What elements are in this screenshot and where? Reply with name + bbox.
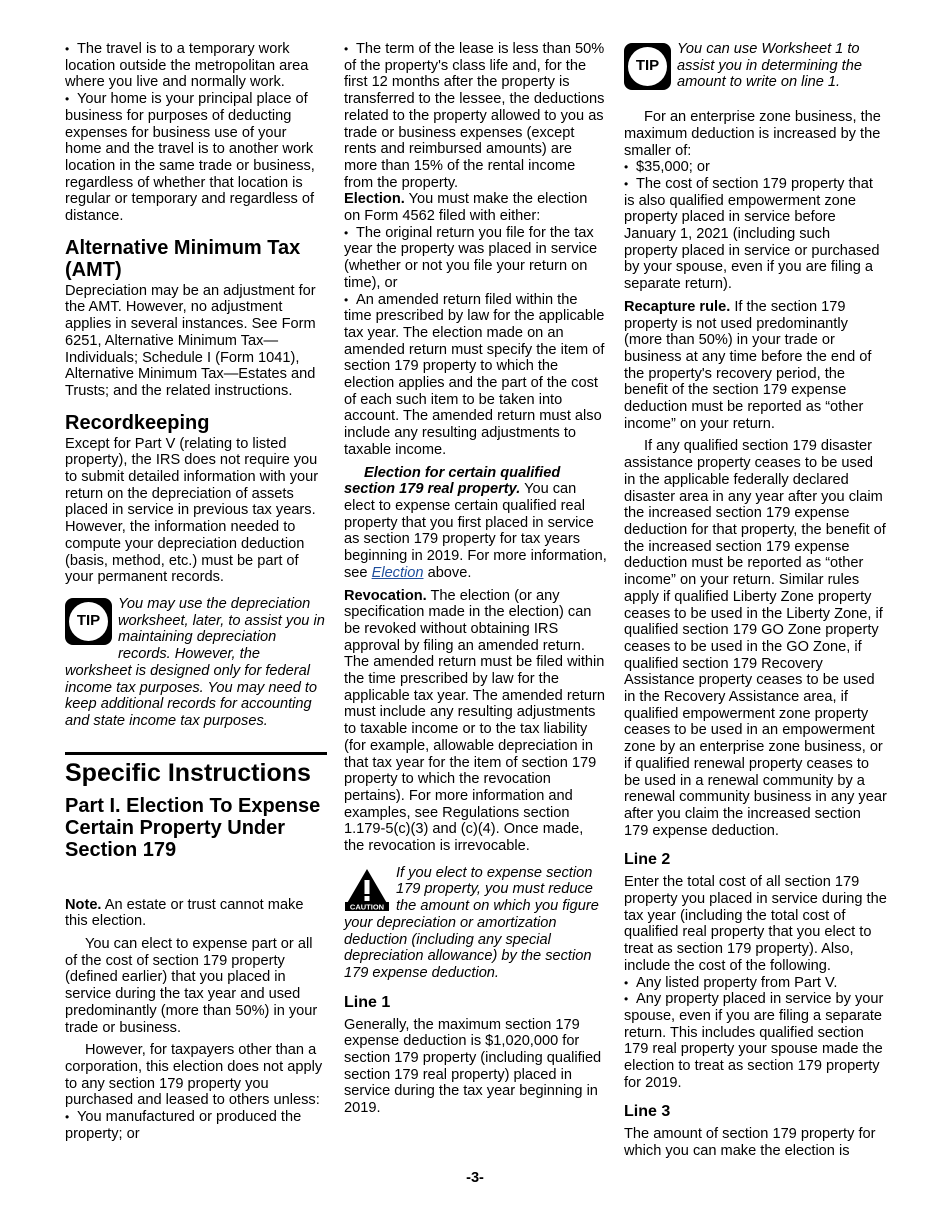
bullet-list xyxy=(624,975,887,1092)
note-paragraph: Note. An estate or trust cannot make this election. xyxy=(65,896,304,930)
line3-heading: Line 3 xyxy=(624,1103,671,1121)
tip-text: You can use Worksheet 1 to assist you in determining the amount to write on line 1. xyxy=(677,41,862,91)
disaster-paragraph: If any qualified section 179 disaster assistance property ceases to be used in the applicable federally declared disaster area in any year after you claim the increased section 179 expense deduction for that property, the benefit of the increased section 179 expense deduction must be reported as “other income” on your return. Similar rules apply if qualified Liberty Zone property ceases to be used in the Liberty Zone, if qualified section 179 GO Zone property ceases to be used in the GO Zone, if qualified section 179 Recovery Assistance property ceases to be used in the Recovery Assistance area, if qualified empowerment zone property ceases to be used in an empowerment zone by an enterprise zone business, or if qualified renewal property ceases to be used in a renewal community by a renewal community business in any year after you claim the increased section 179 expense deduction. xyxy=(624,438,887,839)
list-item: • The original return you file for the tax year the property was placed in service (whether or not you file your return on time), or xyxy=(344,224,598,291)
election-link[interactable]: Election xyxy=(371,564,424,581)
election-paragraph: Election. You must make the election on Form 4562 filed with either: xyxy=(344,191,588,225)
paragraph: You can elect to expense part or all of the cost of section 179 property (defined earlier) that you placed in service during the tax year and used predominantly (more than 50%) in your trade or business. xyxy=(65,936,318,1036)
bullet-list xyxy=(65,41,327,225)
recapture-paragraph: Recapture rule. If the section 179 property is not used predominantly (more than 50%) in your trade or business at any time before the end of the property's recovery period, the benefit of the section 179 expense deduction must be reported as “other income” on your return. xyxy=(624,298,872,432)
amt-paragraph: Depreciation may be an adjustment for the AMT. However, no adjustment applies in several instances. See Form 6251, Alternative Minimum Tax—Individuals; Schedule I (Form 1041), Alternative Minimum Tax—Estates and Trusts; and the related instructions. xyxy=(65,282,316,399)
bullet-list xyxy=(344,225,607,459)
column-3 xyxy=(624,41,887,1166)
line1-paragraph: Generally, the maximum section 179 expense deduction is $1,020,000 for section 179 property (including qualified section 179 real property) placed in service during the tax year beginning in 2019. xyxy=(344,1016,602,1117)
tip-icon: TIP xyxy=(65,598,112,645)
part1-heading: Part I. Election To Expense Certain Property Under Section 179 xyxy=(65,794,321,861)
list-item: • Any listed property from Part V. xyxy=(624,974,838,991)
line2-heading: Line 2 xyxy=(624,851,671,869)
list-item: • The cost of section 179 property that is also qualified empowerment zone property placed in service before January 1, 2021 (including such property placed in service or purchased by your spouse, even if you are filing a separate return). xyxy=(624,175,880,293)
section-heading-amt: Alternative Minimum Tax (AMT) xyxy=(65,236,301,281)
list-item: • An amended return filed within the time prescribed by law for the applicable tax year. The election made on an amended return must specify the item of section 179 property to which the election applies and the part of the cost of each such item to be taken into account. The amended return must also include any resulting adjustments to taxable income. xyxy=(344,291,605,458)
line1-heading: Line 1 xyxy=(344,993,391,1011)
column-1 xyxy=(65,41,327,1142)
tip-block xyxy=(624,41,887,91)
svg-text:CAUTION: CAUTION xyxy=(349,902,385,911)
caution-icon xyxy=(344,867,390,911)
line2-paragraph: Enter the total cost of all section 179 property you placed in service during the tax year (including the total cost of qualified real property that you elect to treat as section 179 property). Also, include the cost of the following. xyxy=(624,874,887,974)
section-divider xyxy=(65,752,327,787)
tip-text: You may use the depreciation worksheet, later, to assist you in maintaining depreciation records. However, the worksheet is designed only for federal income tax purposes. You may need to keep additional records for accounting and state income tax purposes. xyxy=(65,595,325,729)
bullet-list xyxy=(624,159,887,293)
column-2 xyxy=(344,41,607,1123)
list-item: • You manufactured or produced the property; or xyxy=(65,1109,302,1142)
revocation-paragraph: Revocation. The election (or any specification made in the election) can be revoked without obtaining IRS approval by filing an amended return. The amended return must be filed within the time prescribed by law for the applicable tax year. The amended return must include any resulting adjustments to taxable income or to the tax liability (for example, allowable depreciation in that tax year for the item of section 179 property to which the revocation pertains). For more information and examples, see Regulations section 1.179-5(c)(3) and (c)(4). Once made, the revocation is irrevocable. xyxy=(344,587,605,855)
enterprise-paragraph: For an enterprise zone business, the maximum deduction is increased by the smaller of: xyxy=(624,109,881,159)
line3-paragraph: The amount of section 179 property for which you can make the election is xyxy=(624,1126,876,1160)
list-item: • Any property placed in service by your spouse, even if you are filing a separate return. This includes qualified section 179 real property your spouse made the election to treat as section 179 property for 2019. xyxy=(624,991,884,1091)
recordkeeping-paragraph: Except for Part V (relating to listed property), the IRS does not require you to submit detailed information with your return on the depreciation of assets placed in service in previous tax years. However, the information needed to compute your depreciation deduction (basis, method, etc.) must be part of your permanent records. xyxy=(65,435,319,586)
list-item: • The travel is to a temporary work location outside the metropolitan area where you live and normally work. xyxy=(65,41,309,91)
list-item: • The term of the lease is less than 50% of the property's class life and, for the first 12 months after the property is transferred to the lessee, the deductions related to the property allowed to you as trade or business expenses (except rents and reimbursed amounts) are more than 15% of the rental income from the property. xyxy=(344,41,605,191)
page-title: Specific Instructions xyxy=(65,758,311,787)
page-number: -3- xyxy=(466,1170,484,1186)
tip-block xyxy=(65,596,327,730)
qualified-paragraph: Election for certain qualified section 179 real property. You can elect to expense certain qualified real property that you first placed in service as section 179 property for tax years beginning in 2019. For more information, see Election above. xyxy=(344,464,607,581)
caution-text: If you elect to expense section 179 property, you must reduce the amount on which you figure your depreciation or amortization deduction (including any special depreciation allowance) by the section 179 expense deduction. xyxy=(344,864,599,981)
caution-block xyxy=(344,865,607,982)
list-item: • Your home is your principal place of business for purposes of deducting expenses for business use of your home and the travel is to another work location in the same trade or business, regardless of whether that location is regular or temporary and regardless of distance. xyxy=(65,91,315,225)
paragraph: However, for taxpayers other than a corporation, this election does not apply to any section 179 property you purchased and leased to others unless: xyxy=(65,1042,323,1109)
tip-icon: TIP xyxy=(624,43,671,90)
section-heading-recordkeeping: Recordkeeping xyxy=(65,411,210,434)
list-item: • $35,000; or xyxy=(624,159,710,176)
